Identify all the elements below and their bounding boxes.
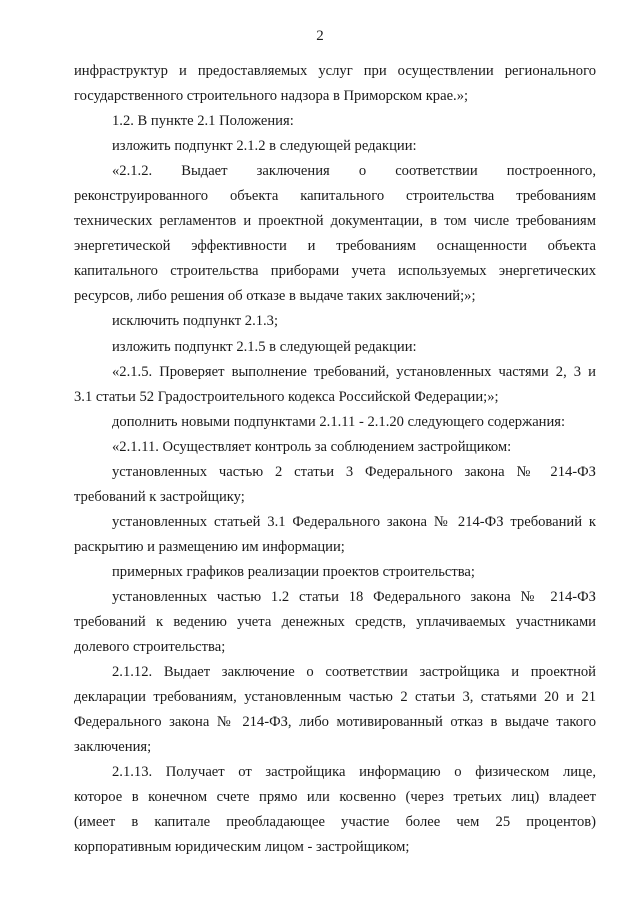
text-line: изложить подпункт 2.1.5 в следующей редакции: bbox=[112, 338, 417, 355]
text-line: требований к ведению учета денежных средств, уплачиваемых участниками bbox=[74, 614, 596, 631]
text-line: требований к застройщику; bbox=[74, 488, 245, 505]
text-line: Федерального закона № 214-ФЗ, либо мотивированный отказ в выдаче такого bbox=[74, 714, 596, 731]
text-line: инфраструктур и предоставляемых услуг при осуществлении регионального bbox=[74, 63, 596, 79]
text-line: декларации требованиям, установленным частью 2 статьи 3, статьями 20 и 21 bbox=[74, 689, 596, 706]
text-line: ресурсов, либо решения об отказе в выдаче таких заключений;»; bbox=[74, 288, 476, 305]
text-line: государственного строительного надзора в Приморском крае.»; bbox=[74, 88, 469, 105]
text-line: энергетической эффективности и требованиям оснащенности объекта bbox=[74, 238, 596, 255]
text-line: установленных статьей 3.1 Федерального закона № 214-ФЗ требований к bbox=[112, 513, 596, 530]
text-line: установленных частью 1.2 статьи 18 Федерального закона № 214-ФЗ bbox=[112, 588, 596, 605]
text-line: «2.1.2. Выдает заключения о соответствии построенного, bbox=[112, 163, 596, 180]
text-line: исключить подпункт 2.1.3; bbox=[112, 313, 279, 330]
text-line: корпоративным юридическим лицом - застройщиком; bbox=[74, 839, 410, 856]
page-number: 2 bbox=[316, 28, 324, 44]
text-line: (имеет в капитале преобладающее участие более чем 25 процентов) bbox=[74, 814, 596, 831]
text-line: установленных частью 2 статьи 3 Федерального закона № 214-ФЗ bbox=[112, 463, 596, 480]
text-line: 1.2. В пункте 2.1 Положения: bbox=[112, 113, 294, 130]
text-line: капитального строительства приборами учета используемых энергетических bbox=[74, 263, 596, 280]
text-line: изложить подпункт 2.1.2 в следующей редакции: bbox=[112, 138, 417, 155]
text-line: долевого строительства; bbox=[74, 639, 226, 656]
text-line: технических регламентов и проектной документации, в том числе требованиям bbox=[74, 213, 596, 230]
text-line: «2.1.5. Проверяет выполнение требований, установленных частями 2, 3 и bbox=[112, 363, 596, 380]
text-line: раскрытию и размещению им информации; bbox=[74, 538, 345, 555]
text-line: заключения; bbox=[74, 739, 152, 756]
text-line: примерных графиков реализации проектов строительства; bbox=[112, 563, 475, 580]
text-line: 2.1.13. Получает от застройщика информацию о физическом лице, bbox=[112, 764, 596, 781]
text-line: «2.1.11. Осуществляет контроль за соблюдением застройщиком: bbox=[112, 438, 512, 455]
text-line: дополнить новыми подпунктами 2.1.11 - 2.1.20 следующего содержания: bbox=[112, 413, 566, 430]
text-line: реконструированного объекта капитального строительства требованиям bbox=[74, 188, 596, 205]
document-body bbox=[74, 59, 596, 861]
text-line: 2.1.12. Выдает заключение о соответствии застройщика и проектной bbox=[112, 664, 596, 681]
text-line: 3.1 статьи 52 Градостроительного кодекса Российской Федерации;»; bbox=[74, 388, 499, 405]
text-line: которое в конечном счете прямо или косвенно (через третьих лиц) владеет bbox=[74, 789, 596, 806]
